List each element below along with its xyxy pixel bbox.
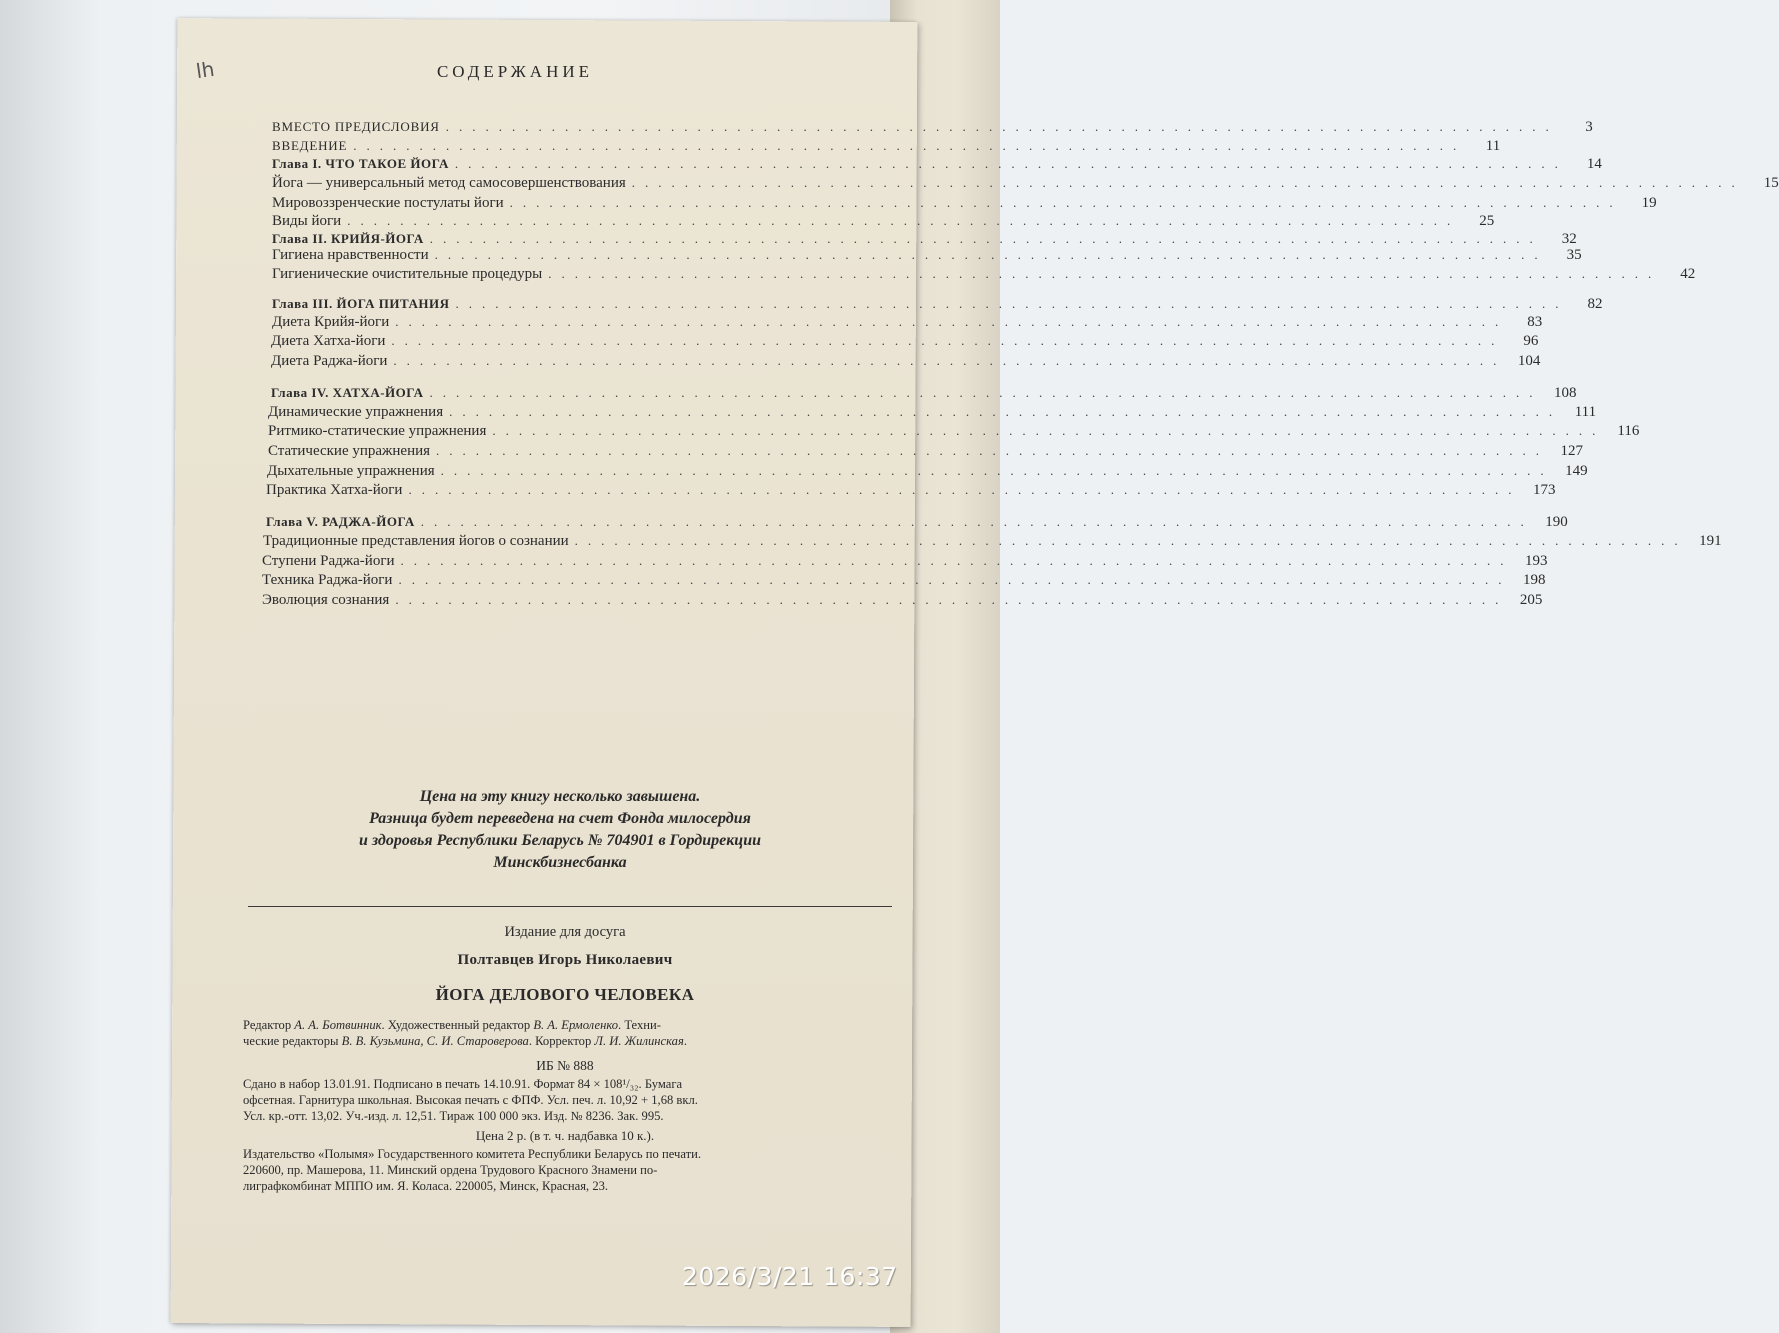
toc-page-number: 14 xyxy=(1586,156,1602,172)
toc-entry-text: ВВЕДЕНИЕ xyxy=(272,138,348,153)
toc-entry xyxy=(266,512,1568,532)
toc-leader-dots: .................................................................................... xyxy=(434,247,1548,262)
toc-entry xyxy=(266,480,1556,500)
toc-page-number: 191 xyxy=(1699,533,1722,549)
toc-leader-dots: .................................................................................... xyxy=(445,119,1559,134)
price-note-line: и здоровья Республики Беларусь № 704901 в Гордирекции xyxy=(359,832,761,849)
toc-leader-dots: .................................................................................... xyxy=(631,175,1745,190)
toc-leader-dots: .................................................................................... xyxy=(395,314,1509,329)
toc-entry-text: Динамические упражнения xyxy=(268,404,444,420)
toc-page-number: 108 xyxy=(1554,385,1577,401)
toc-leader-dots: .................................................................................... xyxy=(347,213,1461,228)
publisher-line: 220600, пр. Машерова, 11. Минский ордена Трудового Красного Знамени по- xyxy=(243,1163,658,1177)
publisher-line: Издательство «Полымя» Государственного комитета Республики Беларусь по печати. xyxy=(243,1147,701,1161)
toc-entry xyxy=(262,590,1543,610)
editors-text: . Техни- xyxy=(618,1018,661,1032)
toc-leader-dots: .................................................................................... xyxy=(440,463,1554,478)
toc-page-number: 111 xyxy=(1574,404,1597,420)
toc-entry-text: Ритмико-статические упражнения xyxy=(268,423,487,439)
toc-page-number: 190 xyxy=(1545,514,1568,530)
editors-text: . xyxy=(683,1034,687,1048)
toc-leader-dots: .................................................................................... xyxy=(548,266,1662,281)
toc-leader-dots: .................................................................................... xyxy=(353,138,1467,153)
toc-page-number: 96 xyxy=(1523,333,1539,349)
toc-leader-dots: .................................................................................... xyxy=(574,533,1688,548)
toc-entry xyxy=(272,245,1582,265)
toc-entry xyxy=(272,294,1603,314)
table-of-contents xyxy=(0,0,1779,620)
toc-entry xyxy=(272,193,1657,213)
toc-leader-dots: .................................................................................... xyxy=(393,353,1507,368)
price-line: Цена 2 р. (в т. ч. надбавка 10 к.). xyxy=(475,1128,655,1143)
toc-leader-dots: .................................................................................... xyxy=(492,423,1606,438)
toc-page-number: 83 xyxy=(1527,314,1543,330)
toc-leader-dots: .................................................................................... xyxy=(408,482,1522,497)
toc-page-number: 198 xyxy=(1522,572,1546,588)
toc-page-number: 3 xyxy=(1585,119,1593,135)
toc-page-number: 127 xyxy=(1560,443,1584,459)
toc-entry-text: Йога — универсальный метод самосовершенствования xyxy=(272,175,626,191)
toc-entry-text: Диета Хатха-йоги xyxy=(271,333,386,349)
handwritten-corner-mark: lh xyxy=(194,56,216,84)
toc-entry xyxy=(262,570,1546,590)
toc-leader-dots: .................................................................................... xyxy=(395,592,1509,607)
toc-page-number: 42 xyxy=(1680,266,1696,282)
price-note xyxy=(230,786,890,874)
toc-page-number: 193 xyxy=(1525,553,1548,569)
toc-chapter-text: Глава II. КРИЙЯ-ЙОГА xyxy=(272,231,424,246)
toc-page-number: 173 xyxy=(1532,482,1556,498)
art-editor-name: В. А. Ермоленко xyxy=(533,1018,619,1032)
toc-chapter-text: Глава IV. ХАТХА-ЙОГА xyxy=(271,385,424,400)
toc-leader-dots: .................................................................................... xyxy=(454,156,1568,171)
toc-leader-dots: .................................................................................... xyxy=(509,195,1623,210)
toc-entry xyxy=(272,312,1543,332)
toc-entry-text: Практика Хатха-йоги xyxy=(266,482,403,498)
toc-entry-text: Эволюция сознания xyxy=(262,592,390,608)
toc-entry-text: Гигиена нравственности xyxy=(272,247,429,263)
proofreader-name: Л. И. Жилинская xyxy=(594,1034,684,1048)
toc-entry-text: Традиционные представления йогов о сознании xyxy=(263,533,569,549)
toc-entry xyxy=(267,461,1588,481)
toc-chapter-text: Глава III. ЙОГА ПИТАНИЯ xyxy=(272,296,450,311)
print-detail-line: Сдано в набор 13.01.91. Подписано в печать 14.10.91. Формат 84 × 108¹/₃₂. Бумага xyxy=(243,1077,683,1091)
toc-entry-text: Ступени Раджа-йоги xyxy=(262,553,395,569)
toc-chapter-text: Глава V. РАДЖА-ЙОГА xyxy=(266,514,415,529)
tech-editors-names: В. В. Кузьмина, С. И. Староверова xyxy=(341,1034,529,1048)
toc-page-number: 104 xyxy=(1517,353,1541,369)
toc-entry-text: Диета Раджа-йоги xyxy=(271,353,388,369)
price-note-line: Минскбизнесбанка xyxy=(493,854,627,871)
edition-type: Издание для досуга xyxy=(504,924,626,940)
toc-entry-text: Техника Раджа-йоги xyxy=(262,572,393,588)
toc-entry xyxy=(263,531,1722,551)
toc-leader-dots: .................................................................................... xyxy=(400,553,1514,568)
toc-leader-dots: .................................................................................... xyxy=(391,333,1505,348)
toc-page-number: 82 xyxy=(1587,296,1603,312)
author-name: Полтавцев Игорь Николаевич xyxy=(457,952,673,968)
toc-entry xyxy=(272,117,1593,137)
toc-leader-dots: .................................................................................... xyxy=(420,514,1534,529)
publisher-details xyxy=(243,1146,893,1194)
toc-entry xyxy=(262,551,1548,571)
toc-page-number: 11 xyxy=(1485,138,1501,154)
toc-entry-text: Диета Крийя-йоги xyxy=(272,314,390,330)
toc-entry-text: Мировоззренческие постулаты йоги xyxy=(272,195,504,211)
book-title: ЙОГА ДЕЛОВОГО ЧЕЛОВЕКА xyxy=(435,985,695,1004)
toc-entry-text: Гигиенические очистительные процедуры xyxy=(272,266,543,282)
toc-entry xyxy=(271,383,1577,403)
ib-number: ИБ № 888 xyxy=(536,1058,594,1073)
editors-text: . Корректор xyxy=(528,1034,595,1048)
toc-entry xyxy=(272,264,1696,284)
toc-page-number: 116 xyxy=(1617,423,1640,439)
divider-rule xyxy=(248,906,892,907)
toc-leader-dots: .................................................................................... xyxy=(429,231,1543,246)
toc-page-number: 35 xyxy=(1566,247,1582,263)
publisher-line: лиграфкомбинат МППО им. Я. Коласа. 220005, Минск, Красная, 23. xyxy=(243,1179,609,1193)
print-details xyxy=(243,1076,893,1124)
photo-timestamp: 2026/3/21 16:37 xyxy=(682,1262,898,1291)
print-detail-line: офсетная. Гарнитура школьная. Высокая печать с ФПФ. Усл. печ. л. 10,92 + 1,68 вкл. xyxy=(243,1093,698,1107)
toc-entry xyxy=(268,441,1584,461)
toc-leader-dots: .................................................................................... xyxy=(449,404,1563,419)
toc-leader-dots: .................................................................................... xyxy=(455,296,1569,311)
toc-entry xyxy=(271,331,1539,351)
toc-entry xyxy=(272,211,1495,231)
toc-entry xyxy=(268,421,1640,441)
price-note-line: Цена на эту книгу несколько завышена. xyxy=(419,788,701,805)
toc-leader-dots: .................................................................................... xyxy=(429,385,1543,400)
toc-chapter-text: Глава I. ЧТО ТАКОЕ ЙОГА xyxy=(272,156,449,171)
toc-leader-dots: .................................................................................... xyxy=(436,443,1550,458)
toc-page-number: 149 xyxy=(1565,463,1588,479)
editors-line xyxy=(243,1017,893,1033)
toc-title: СОДЕРЖАНИЕ xyxy=(436,62,594,81)
toc-page-number: 15 xyxy=(1763,175,1779,191)
editors-credits xyxy=(243,1017,893,1049)
print-detail-line: Усл. кр.-отт. 13,02. Уч.-изд. л. 12,51. Тираж 100 000 экз. Изд. № 8236. Зак. 995. xyxy=(243,1109,664,1123)
toc-page-number: 19 xyxy=(1641,195,1657,211)
toc-page-number: 32 xyxy=(1561,231,1577,247)
toc-entry-text: Статические упражнения xyxy=(268,443,431,459)
toc-entry xyxy=(272,136,1501,156)
toc-page-number: 205 xyxy=(1519,592,1543,608)
editors-line xyxy=(243,1033,893,1049)
toc-entry xyxy=(272,173,1779,193)
toc-page-number: 25 xyxy=(1479,213,1495,229)
toc-entry-text: Виды йоги xyxy=(272,213,342,229)
toc-entry-text: Дыхательные упражнения xyxy=(267,463,435,479)
editors-text: Редактор xyxy=(243,1018,295,1032)
toc-leader-dots: .................................................................................... xyxy=(398,572,1512,587)
editor-name: А. А. Ботвинник xyxy=(294,1018,382,1032)
editors-text: ческие редакторы xyxy=(243,1034,342,1048)
toc-entry xyxy=(268,402,1597,422)
editors-text: . Художественный редактор xyxy=(381,1018,534,1032)
toc-entry-text: ВМЕСТО ПРЕДИСЛОВИЯ xyxy=(272,119,440,134)
price-note-line: Разница будет переведена на счет Фонда милосердия xyxy=(369,810,751,827)
toc-entry xyxy=(271,351,1541,371)
